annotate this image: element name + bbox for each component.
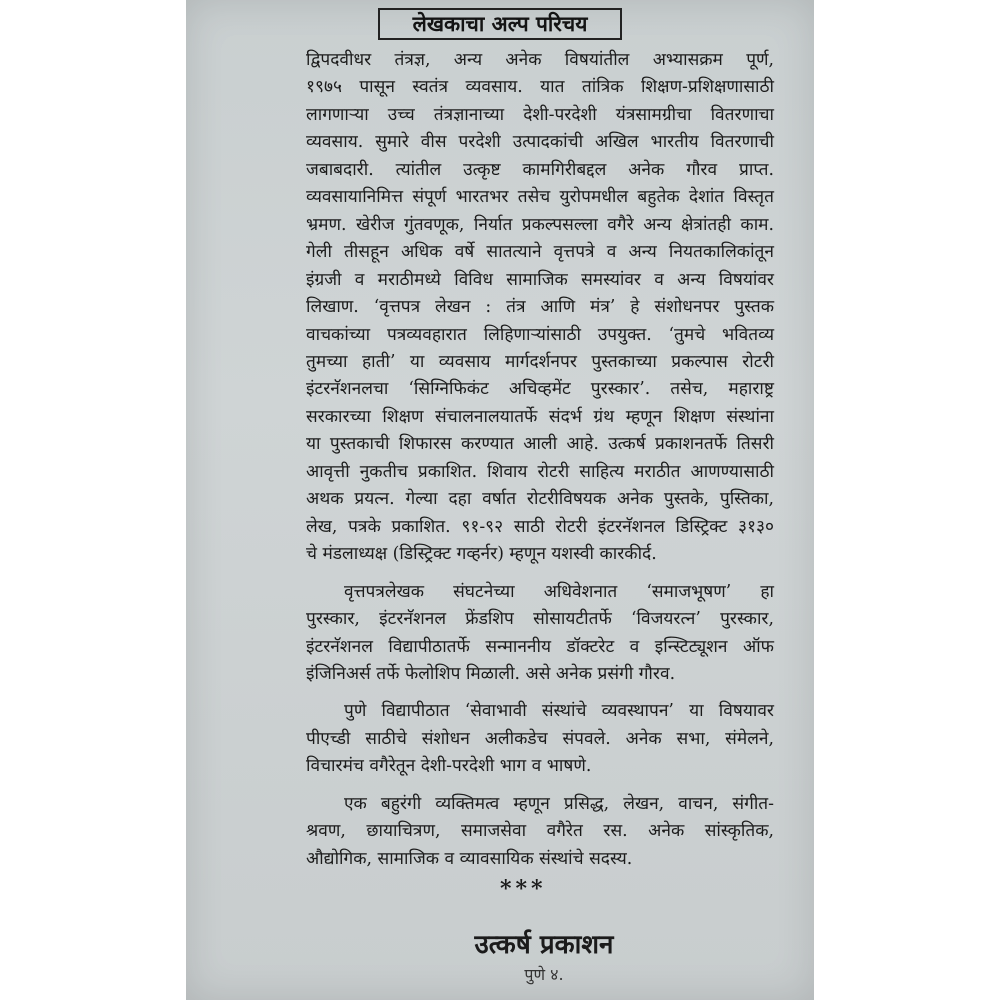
paragraph-research [306,698,774,780]
text-line: भ्रमण. खेरीज गुंतवणूक, निर्यात प्रकल्पसल्ला वगैरे अन्य क्षेत्रांतही काम. [306,214,774,235]
text-line: लागणाऱ्या उच्च तंत्रज्ञानाच्या देशी-परदेशी यंत्रसामग्रीचा वितरणाचा [306,104,774,125]
text-line: इंजिनिअर्स तर्फे फेलोशिप मिळाली. असे अनेक प्रसंगी गौरव. [306,663,676,684]
paragraph-awards [306,579,774,689]
text-line: पुरस्कार, इंटरनॅशनल फ्रेंडशिप सोसायटीतर्फे ‘विजयरत्न’ पुरस्कार, [306,609,774,630]
text-line: या पुस्तकाची शिफारस करण्यात आली आहे. उत्कर्ष प्रकाशनतर्फे तिसरी [306,434,774,455]
text-line: व्यवसाय. सुमारे वीस परदेशी उत्पादकांची अखिल भारतीय वितरणाची [306,132,774,153]
text-line: चे मंडलाध्यक्ष (डिस्ट्रिक्ट गव्हर्नर) म्हणून यशस्वी कारकीर्द. [306,544,657,565]
paragraph-interests [306,791,774,873]
text-line: इंटरनॅशनल विद्यापीठातर्फे सन्माननीय डॉक्टरेट व इन्स्टिट्यूशन ऑफ [306,636,774,657]
text-line: पीएच्डी साठीचे संशोधन अलीकडेच संपवले. अनेक सभा, संमेलने, [306,728,774,749]
author-bio [306,47,774,873]
text-line: इंग्रजी व मराठीमध्ये विविध सामाजिक समस्यांवर व अन्य विषयांवर [306,269,774,290]
text-line: वृत्तपत्रलेखक संघटनेच्या अधिवेशनात ‘समाजभूषण’ हा [344,581,774,602]
text-line: आवृत्ती नुकतीच प्रकाशित. शिवाय रोटरी साहित्य मराठीत आणण्यासाठी [306,461,774,482]
text-line: श्रवण, छायाचित्रण, समाजसेवा वगैरेत रस. अनेक सांस्कृतिक, [306,821,774,842]
text-line: पुणे विद्यापीठात ‘सेवाभावी संस्थांचे व्यवस्थापन’ या विषयावर [344,701,774,722]
text-line: तुमच्या हाती’ या व्यवसाय मार्गदर्शनपर पुस्तकाच्या प्रकल्पास रोटरी [306,351,774,372]
paragraph-career [306,47,774,569]
text-line: १९७५ पासून स्वतंत्र व्यवसाय. यात तांत्रिक शिक्षण-प्रशिक्षणासाठी [306,77,774,98]
page-title: लेखकाचा अल्प परिचय [378,8,622,40]
text-line: औद्योगिक, सामाजिक व व्यावसायिक संस्थांचे सदस्य. [306,848,633,869]
text-line: सरकारच्या शिक्षण संचालनालयातर्फे संदर्भ ग्रंथ म्हणून शिक्षण संस्थांना [306,406,774,427]
text-line: लेख, पत्रके प्रकाशित. ९१-९२ साठी रोटरी इंटरनॅशनल डिस्ट्रिक्ट ३१३० [306,516,774,537]
text-line: जबाबदारी. त्यांतील उत्कृष्ट कामगिरीबद्दल अनेक गौरव प्राप्त. [306,159,774,180]
publisher-name: उत्कर्ष प्रकाशन [474,930,614,960]
section-separator: *** [500,876,547,902]
text-line: वाचकांच्या पत्रव्यवहारात लिहिणाऱ्यांसाठी उपयुक्त. ‘तुमचे भवितव्य [306,324,774,345]
text-line: विचारमंच वगैरेतून देशी-परदेशी भाग व भाषणे. [306,756,592,777]
text-line: इंटरनॅशनलचा ‘सिग्निफिकंट अचिव्हमेंट पुरस्कार’. तसेच, महाराष्ट्र [306,379,774,400]
text-line: गेली तीसहून अधिक वर्षे सातत्याने वृत्तपत्रे व अन्य नियतकालिकांतून [306,242,774,263]
text-line: व्यवसायानिमित्त संपूर्ण भारतभर तसेच युरोपमधील बहुतेक देशांत विस्तृत [306,187,774,208]
text-line: लिखाण. ‘वृत्तपत्र लेखन : तंत्र आणि मंत्र’ हे संशोधनपर पुस्तक [306,297,774,318]
text-line: अथक प्रयत्न. गेल्या दहा वर्षात रोटरीविषयक अनेक पुस्तके, पुस्तिका, [306,489,774,510]
text-line: एक बहुरंगी व्यक्तिमत्व म्हणून प्रसिद्ध, लेखन, वाचन, संगीत- [344,793,774,814]
text-line: द्विपदवीधर तंत्रज्ञ, अन्य अनेक विषयांतील अभ्यासक्रम पूर्ण, [306,50,774,70]
publisher-city: पुणे ४. [524,965,564,984]
